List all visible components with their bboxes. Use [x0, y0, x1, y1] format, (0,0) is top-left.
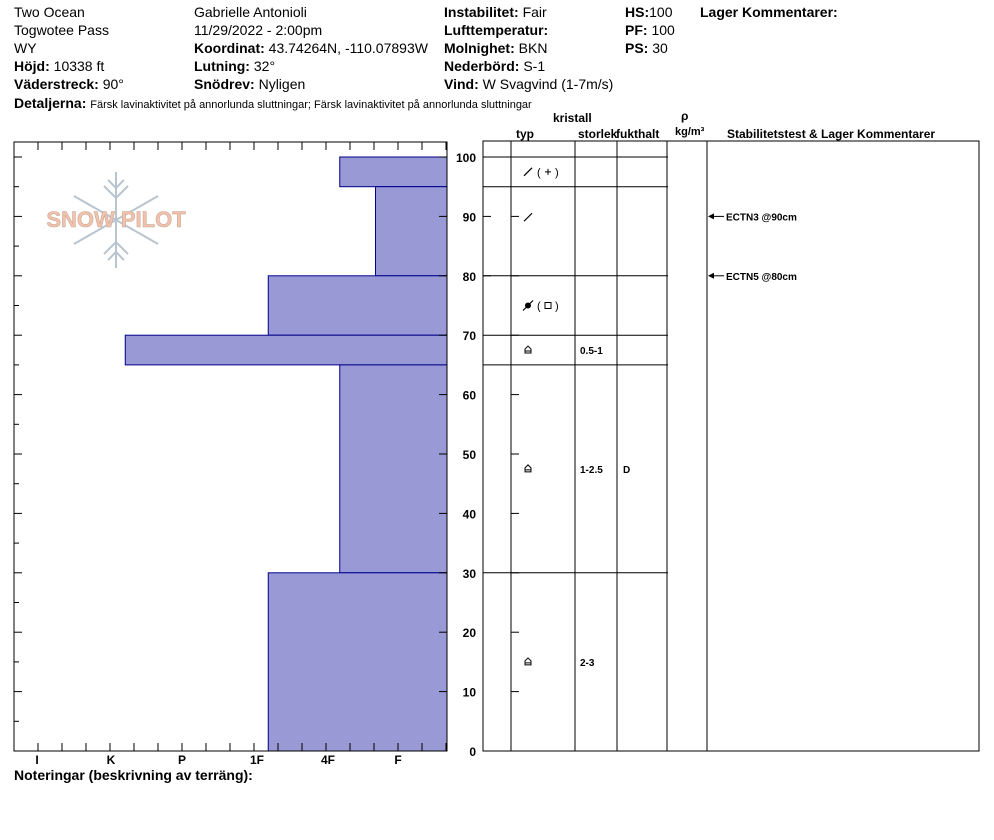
cloud-value: BKN: [518, 40, 548, 56]
y-tick-label: 100: [455, 151, 476, 165]
grain-secondary-symbol-0: [545, 169, 551, 175]
wind-label: Vind:: [444, 76, 479, 92]
ps-label: PS:: [625, 40, 649, 56]
state-name: WY: [14, 40, 37, 56]
y-tick-label: 80: [462, 269, 476, 284]
ps-value: 30: [652, 40, 668, 56]
pf-value: 100: [651, 22, 675, 38]
precip-value: S-1: [523, 58, 546, 74]
grain-symbol-1: [524, 213, 532, 221]
crystal-header: kristall: [553, 111, 592, 125]
instability-value: Fair: [522, 4, 547, 20]
grain-secondary-close: ): [555, 300, 559, 313]
aspect-label: Väderstreck:: [14, 76, 99, 92]
area-name: Togwotee Pass: [14, 22, 109, 38]
precip-label: Nederbörd:: [444, 58, 520, 74]
stability-column: [483, 212, 797, 282]
y-tick-label: 0: [469, 745, 476, 759]
arrow-head-icon: [708, 213, 714, 219]
slope-value: 32°: [253, 58, 276, 74]
hs-value: 100: [649, 4, 673, 20]
grain-symbol-2: [523, 301, 533, 311]
aspect-value: 90°: [102, 76, 124, 92]
stability-header: Stabilitetstest & Lager Kommentarer: [727, 127, 936, 141]
grain-table-frame: [483, 141, 979, 751]
notes-label: Noteringar (beskrivning av terräng):: [14, 767, 253, 783]
wind-value: W Svagvind (1-7m/s): [482, 76, 614, 92]
grain-table: [483, 141, 979, 751]
y-tick-label: 40: [462, 507, 476, 522]
airtemp-label: Lufttemperatur:: [444, 22, 549, 38]
pf-label: PF:: [625, 22, 648, 38]
y-tick-label: 30: [462, 566, 476, 581]
hs-label: HS:: [625, 4, 650, 20]
observation-datetime: 11/29/2022 - 2:00pm: [194, 22, 323, 38]
hardness-scale-label: 4F: [320, 753, 336, 767]
y-tick-label: 60: [462, 388, 476, 403]
grain-symbol-4: [525, 465, 531, 472]
location-name: Two Ocean: [14, 4, 85, 20]
snowdrift-label: Snödrev:: [194, 76, 255, 92]
hardness-bar-1: [376, 187, 448, 276]
coordinate-label: Koordinat:: [194, 40, 265, 56]
grain-secondary-open: (: [537, 166, 541, 179]
elevation-value: 10338 ft: [53, 58, 105, 74]
instability-label: Instabilitet:: [444, 4, 519, 20]
snowpilot-logo-text: SNOW PILOT: [46, 207, 186, 232]
observer-name: Gabrielle Antonioli: [194, 4, 307, 20]
stability-test-label-1: ECTN5 @80cm: [726, 271, 797, 283]
type-header: typ: [516, 127, 534, 141]
cloud-label: Molnighet:: [444, 40, 515, 56]
hardness-bar-4: [340, 365, 447, 573]
hardness-scale-label: P: [177, 753, 187, 767]
coordinate-value: 43.74264N, -110.07893W: [268, 40, 428, 56]
details-label: Detaljerna:: [14, 95, 87, 111]
size-header: storlek: [578, 127, 618, 141]
layer-comments-heading: Lager Kommentarer:: [700, 4, 838, 20]
elevation-label: Höjd:: [14, 58, 50, 74]
density-unit-header: kg/m³: [675, 126, 705, 138]
grain-size-3: 0.5-1: [580, 346, 603, 358]
details-value: Färsk lavinaktivitet på annorlunda sluttningar; Färsk lavinaktivitet på annorlunda sluttningar: [90, 99, 532, 111]
hardness-scale-label: F: [394, 753, 402, 767]
y-tick-label: 50: [462, 448, 476, 462]
hardness-bar-2: [268, 276, 447, 335]
hardness-scale-label: K: [106, 753, 116, 767]
hardness-bar-0: [340, 157, 447, 187]
y-tick-label: 10: [462, 685, 476, 700]
grain-secondary-symbol-2: [545, 303, 551, 309]
y-tick-label: 90: [462, 210, 476, 225]
grain-size-4: 1-2.5: [580, 464, 603, 476]
moisture-header: fukthalt: [616, 127, 660, 141]
grain-symbol-3: [525, 346, 531, 353]
grain-secondary-open: (: [537, 300, 541, 313]
hardness-scale-label: 1F: [249, 753, 265, 767]
hardness-bar-3: [125, 335, 447, 365]
rho-header: ρ: [681, 109, 689, 123]
hardness-bar-5: [268, 573, 447, 751]
stability-test-label-0: ECTN3 @90cm: [726, 212, 797, 224]
moisture-4: D: [623, 464, 631, 476]
grain-secondary-close: ): [555, 166, 559, 179]
grain-symbol-0: [524, 168, 532, 176]
hardness-scale-label: I: [35, 753, 39, 767]
y-tick-label: 70: [462, 329, 476, 344]
y-tick-label: 20: [462, 626, 476, 641]
hardness-profile: [14, 142, 476, 767]
grain-size-5: 2-3: [580, 657, 595, 669]
arrow-head-icon: [708, 273, 714, 279]
grain-symbol-5: [525, 658, 531, 665]
snowdrift-value: Nyligen: [258, 76, 306, 92]
slope-label: Lutning:: [194, 58, 250, 74]
